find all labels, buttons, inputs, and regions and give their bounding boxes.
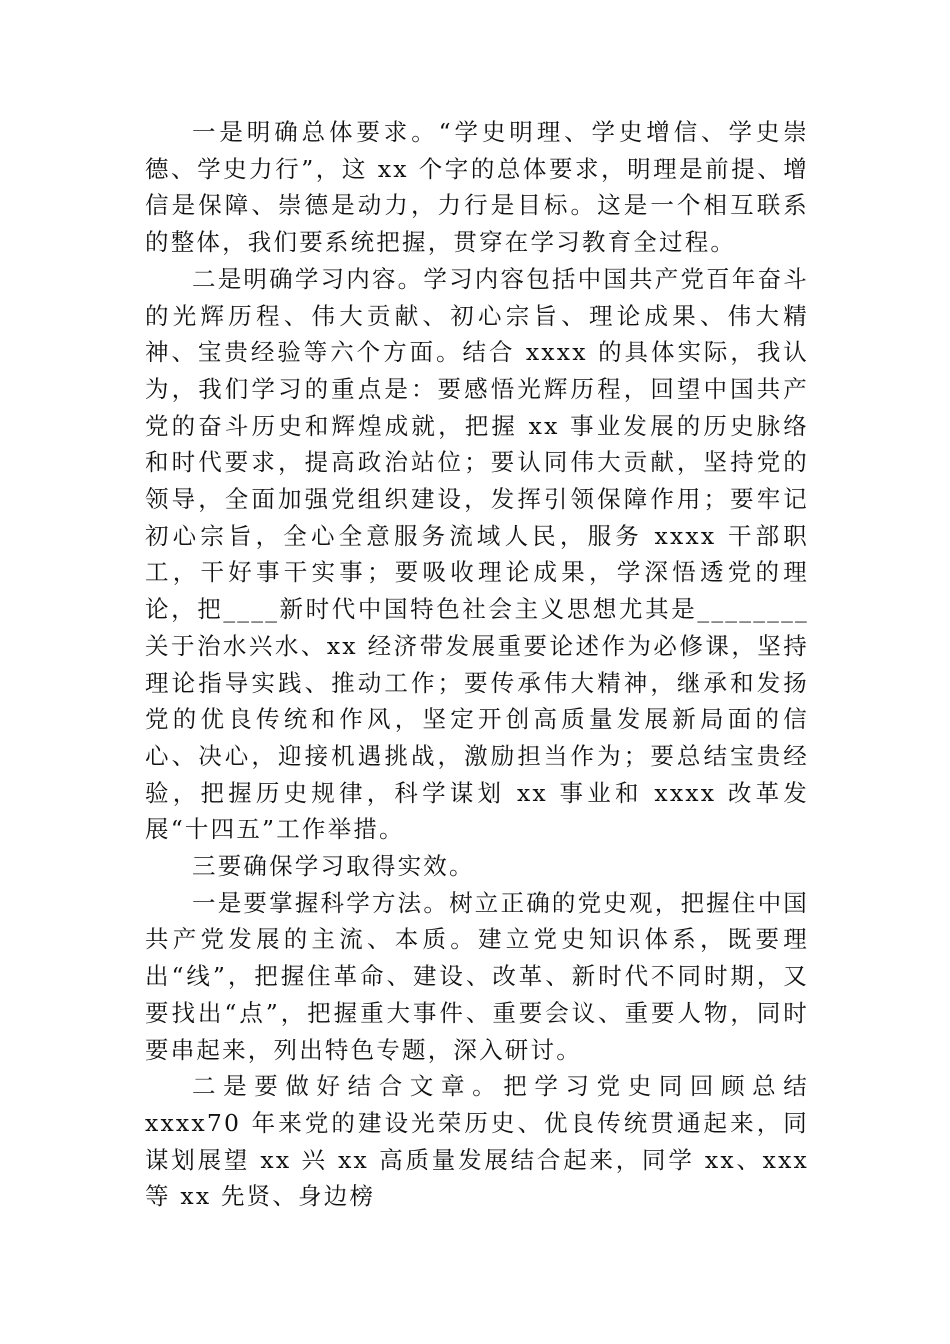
paragraph-learning-content: 二是明确学习内容。学习内容包括中国共产党百年奋斗的光辉历程、伟大贡献、初心宗旨、理论成果、伟大精神、宝贵经验等六个方面。结合 xxxx 的具体实际，我认为，我们学习的重点是：要感悟光辉历程，回望中国共产党的奋斗历史和辉煌成就，把握 xx 事业发展的历史脉络和时代要求，提高政治站位；要认同伟大贡献，坚持党的领导，全面加强党组织建设，发挥引领保障作用；要牢记初心宗旨，全心全意服务流域人民，服务 xxxx 干部职工，干好事干实事；要吸收理论成果，学深悟透党的理论，把____新时代中国特色社会主义思想尤其是________关于治水兴水、xx 经济带发展重要论述作为必修课，坚持理论指导实践、推动工作；要传承伟大精神，继承和发扬党的优良传统和作风，坚定开创高质量发展新局面的信心、决心，迎接机遇挑战，激励担当作为；要总结宝贵经验，把握历史规律，科学谋划 xx 事业和 xxxx 改革发展“十四五”工作举措。 (145, 264, 809, 844)
paragraph-combination-article: 二是要做好结合文章。把学习党史同回顾总结 xxxx70 年来党的建设光荣历史、优良传统贯通起来，同谋划展望 xx 兴 xx 高质量发展结合起来，同学 xx、xxx 等 xx 先贤、身边榜 (145, 1072, 809, 1211)
document-body (145, 114, 809, 1215)
paragraph-scientific-method: 一是要掌握科学方法。树立正确的党史观，把握住中国共产党发展的主流、本质。建立党史知识体系，既要理出“线”，把握住革命、建设、改革、新时代不同时期，又要找出“点”，把握重大事件、重要会议、重要人物，同时要串起来，列出特色专题，深入研讨。 (145, 888, 809, 1064)
paragraph-overall-requirements: 一是明确总体要求。“学史明理、学史增信、学史崇德、学史力行”，这 xx 个字的总体要求，明理是前提、增信是保障、崇德是动力，力行是目标。这是一个相互联系的整体，我们要系统把握，贯穿在学习教育全过程。 (145, 118, 809, 257)
paragraph-ensure-results-heading: 三要确保学习取得实效。 (192, 852, 475, 881)
